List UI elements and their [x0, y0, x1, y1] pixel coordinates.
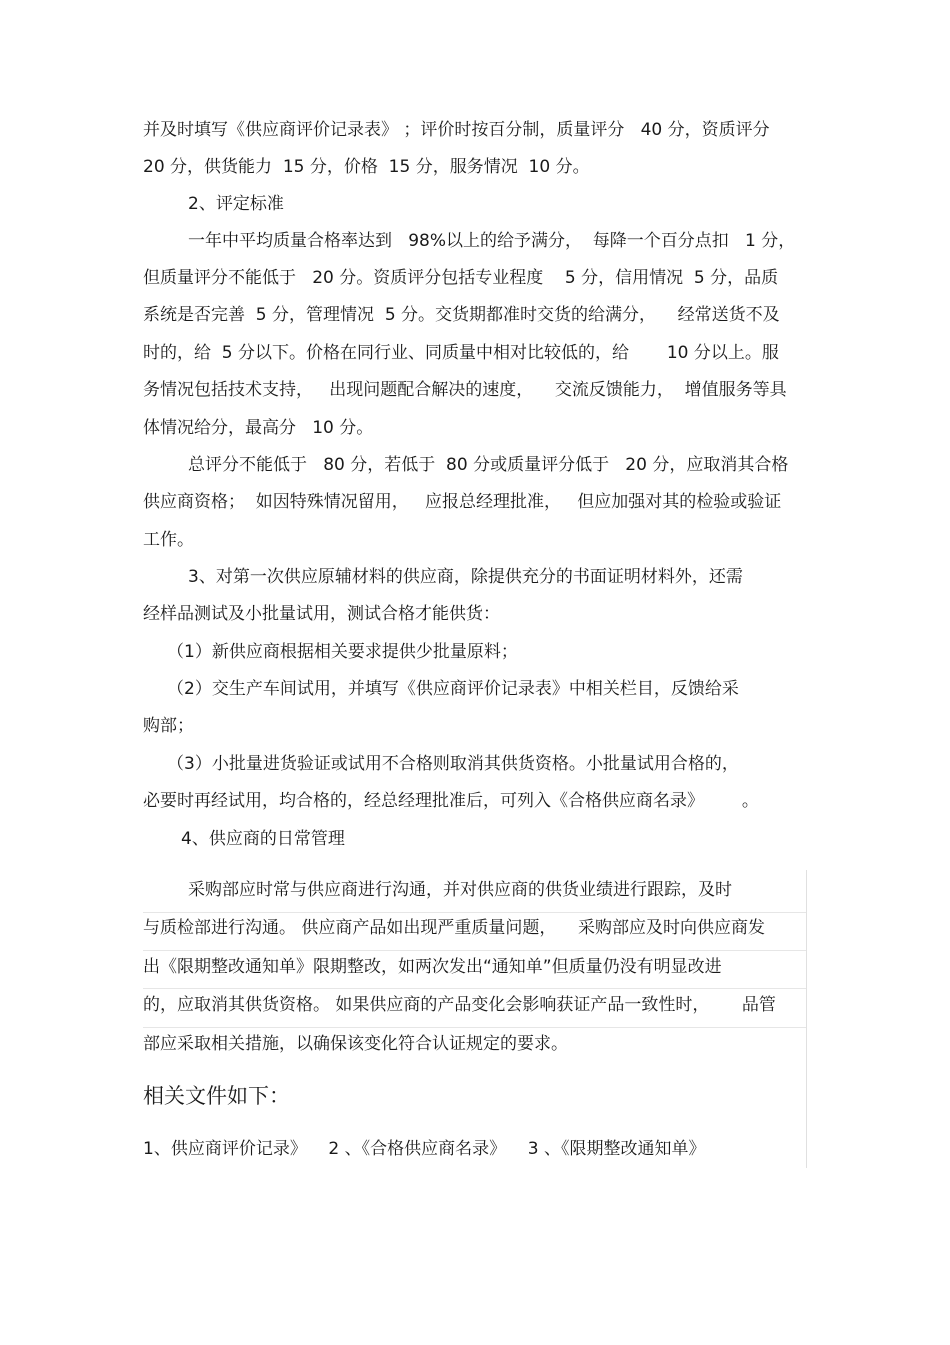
- box-right-border: [806, 870, 807, 1168]
- paragraph-line: 购部；: [143, 716, 194, 736]
- paragraph-line: 务情况包括技术支持， 出现问题配合解决的速度， 交流反馈能力， 增值服务等具: [143, 380, 787, 400]
- section-title-first-supply: 3、对第一次供应原辅材料的供应商，除提供充分的书面证明材料外，还需: [188, 567, 743, 587]
- paragraph-line: 部应采取相关措施，以确保该变化符合认证规定的要求。: [143, 1034, 568, 1054]
- paragraph-line: 必要时再经试用，均合格的，经总经理批准后，可列入《合格供应商名录》 。: [143, 791, 759, 811]
- related-files-list: 1、供应商评价记录》 2 、《合格供应商名录》 3 、《限期整改通知单》: [143, 1139, 706, 1159]
- box-row-divider: [143, 950, 806, 951]
- paragraph-line: 工作。: [143, 530, 194, 550]
- list-item: （2）交生产车间试用，并填写《供应商评价记录表》中相关栏目，反馈给采: [167, 679, 739, 699]
- paragraph-line: 总评分不能低于 80 分，若低于 80 分或质量评分低于 20 分，应取消其合格: [188, 455, 789, 475]
- paragraph-line: 一年中平均质量合格率达到 98%以上的给予满分， 每降一个百分点扣 1 分，: [188, 231, 796, 251]
- paragraph-line: 采购部应时常与供应商进行沟通，并对供应商的供货业绩进行跟踪，及时: [188, 880, 732, 900]
- box-row-divider: [143, 988, 806, 989]
- paragraph-line: 与质检部进行沟通。 供应商产品如出现严重质量问题， 采购部应及时向供应商发: [143, 918, 766, 938]
- section-title-daily-management: 4、供应商的日常管理: [181, 829, 345, 849]
- paragraph-line: 经样品测试及小批量试用，测试合格才能供货：: [143, 604, 500, 624]
- paragraph-line: 系统是否完善 5 分，管理情况 5 分。交货期都准时交货的给满分， 经常送货不及: [143, 305, 780, 325]
- paragraph-line: 的，应取消其供货资格。 如果供应商的产品变化会影响获证产品一致性时， 品管: [143, 995, 776, 1015]
- paragraph-line: 供应商资格； 如因特殊情况留用， 应报总经理批准， 但应加强对其的检验或验证: [143, 492, 782, 512]
- related-files-heading: 相关文件如下：: [143, 1084, 290, 1108]
- paragraph-line: 但质量评分不能低于 20 分。资质评分包括专业程度 5 分，信用情况 5 分，品质: [143, 268, 779, 288]
- paragraph-line: 20 分，供货能力 15 分，价格 15 分，服务情况 10 分。: [143, 157, 590, 177]
- box-row-divider: [143, 1027, 806, 1028]
- list-item: （1）新供应商根据相关要求提供少批量原料；: [167, 642, 518, 662]
- paragraph-line: 出《限期整改通知单》限期整改，如两次发出“通知单”但质量仍没有明显改进: [143, 957, 722, 977]
- paragraph-line: 并及时填写《供应商评价记录表》 ；评价时按百分制，质量评分 40 分，资质评分: [143, 120, 770, 140]
- section-title-criteria: 2、评定标准: [188, 194, 284, 214]
- box-row-divider: [143, 912, 806, 913]
- paragraph-line: 体情况给分，最高分 10 分。: [143, 418, 374, 438]
- paragraph-line: 时的，给 5 分以下。价格在同行业、同质量中相对比较低的，给 10 分以上。服: [143, 343, 779, 363]
- list-item: （3）小批量进货验证或试用不合格则取消其供货资格。小批量试用合格的，: [167, 754, 739, 774]
